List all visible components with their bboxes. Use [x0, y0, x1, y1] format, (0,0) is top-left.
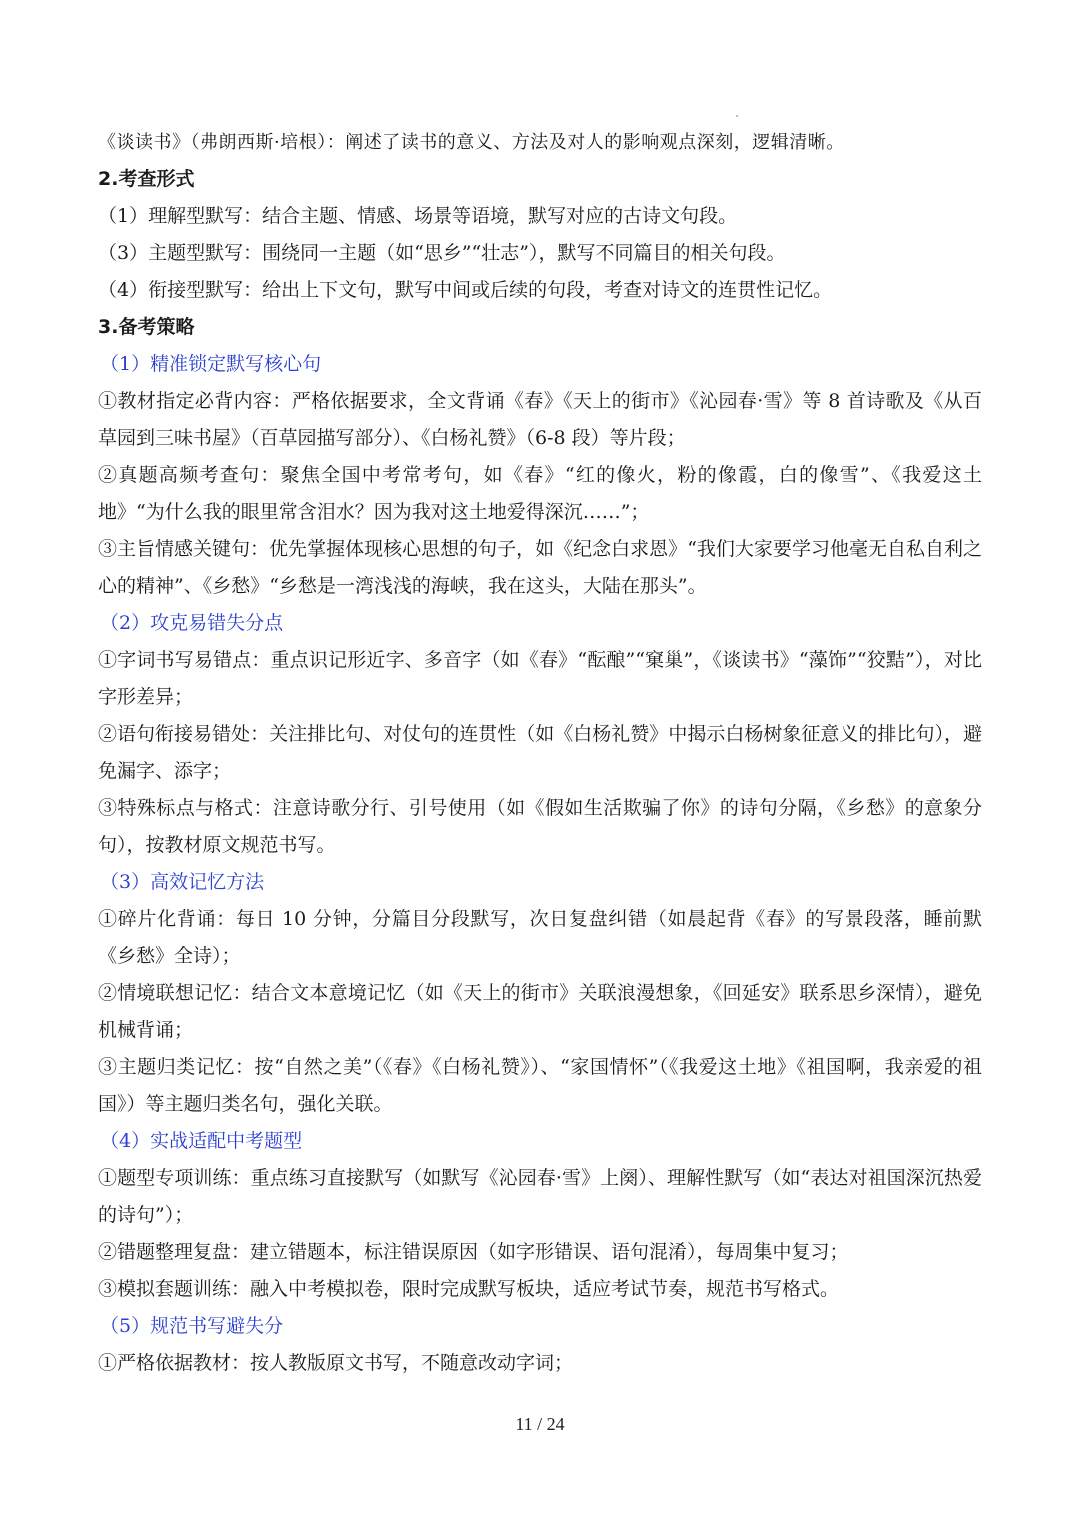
- section3-heading: 3.备考策略: [98, 316, 195, 338]
- section2-item-3: （3）主题型默写：围绕同一主题（如“思乡”“壮志”），默写不同篇目的相关句段。: [98, 242, 786, 264]
- sub1-heading: （1）精准锁定默写核心句: [100, 353, 322, 375]
- sub4-paragraph-2: ②错题整理复盘：建立错题本，标注错误原因（如字形错误、语句混淆），每周集中复习；: [98, 1241, 849, 1263]
- sub1-paragraph-3: ③主旨情感关键句：优先掌握体现核心思想的句子，如《纪念白求恩》“我们大家要学习他毫无自私自利之心的精神”、《乡愁》“乡愁是一湾浅浅的海峡，我在这头，大陆在那头”。: [98, 538, 982, 597]
- sub5-heading: （5）规范书写避失分: [100, 1315, 284, 1337]
- sub3-paragraph-3: ③主题归类记忆：按“自然之美”（《春》《白杨礼赞》）、“家国情怀”（《我爱这土地》《祖国啊，我亲爱的祖国》）等主题归类名句，强化关联。: [98, 1056, 982, 1115]
- page-content: [98, 124, 982, 1382]
- sub5-paragraph-1: ①严格依据教材：按人教版原文书写，不随意改动字词；: [98, 1352, 574, 1374]
- sub4-heading: （4）实战适配中考题型: [100, 1130, 303, 1152]
- intro-line: 《谈读书》（弗朗西斯·培根）：阐述了读书的意义、方法及对人的影响观点深刻，逻辑清晰。: [98, 132, 845, 153]
- sub4-paragraph-1: ①题型专项训练：重点练习直接默写（如默写《沁园春·雪》上阕）、理解性默写（如“表达对祖国深沉热爱的诗句”）；: [98, 1167, 982, 1226]
- sub2-paragraph-1: ①字词书写易错点：重点识记形近字、多音字（如《春》“酝酿”“窠巢”，《谈读书》“藻饰”“狡黠”），对比字形差异；: [98, 649, 982, 708]
- sub3-paragraph-1: ①碎片化背诵：每日 10 分钟，分篇目分段默写，次日复盘纠错（如晨起背《春》的写景段落，睡前默《乡愁》全诗）；: [98, 908, 982, 967]
- section2-item-4: （4）衔接型默写：给出上下文句，默写中间或后续的句段，考查对诗文的连贯性记忆。: [98, 279, 833, 301]
- sub3-paragraph-2: ②情境联想记忆：结合文本意境记忆（如《天上的街市》关联浪漫想象，《回延安》联系思乡深情），避免机械背诵；: [98, 982, 982, 1041]
- sub2-paragraph-2: ②语句衔接易错处：关注排比句、对仗句的连贯性（如《白杨礼赞》中揭示白杨树象征意义的排比句），避免漏字、添字；: [98, 723, 982, 782]
- sub1-paragraph-2: ②真题高频考查句：聚焦全国中考常考句，如《春》“红的像火，粉的像霞，白的像雪”、《我爱这土地》“为什么我的眼里常含泪水？因为我对这土地爱得深沉……”；: [98, 464, 982, 523]
- section2-heading: 2.考查形式: [98, 168, 195, 190]
- page-number: 11 / 24: [515, 1414, 565, 1434]
- section2-item-1: （1）理解型默写：结合主题、情感、场景等语境，默写对应的古诗文句段。: [98, 205, 738, 227]
- sub3-heading: （3）高效记忆方法: [100, 871, 265, 893]
- sub2-paragraph-3: ③特殊标点与格式：注意诗歌分行、引号使用（如《假如生活欺骗了你》的诗句分隔，《乡愁》的意象分句），按教材原文规范书写。: [98, 797, 982, 856]
- sub1-paragraph-1: ①教材指定必背内容：严格依据要求，全文背诵《春》《天上的街市》《沁园春·雪》等 8 首诗歌及《从百草园到三味书屋》（百草园描写部分）、《白杨礼赞》（6-8 段）等片段；: [98, 390, 982, 449]
- scan-speck: [736, 115, 738, 117]
- sub4-paragraph-3: ③模拟套题训练：融入中考模拟卷，限时完成默写板块，适应考试节奏，规范书写格式。: [98, 1278, 840, 1300]
- sub2-heading: （2）攻克易错失分点: [100, 612, 284, 634]
